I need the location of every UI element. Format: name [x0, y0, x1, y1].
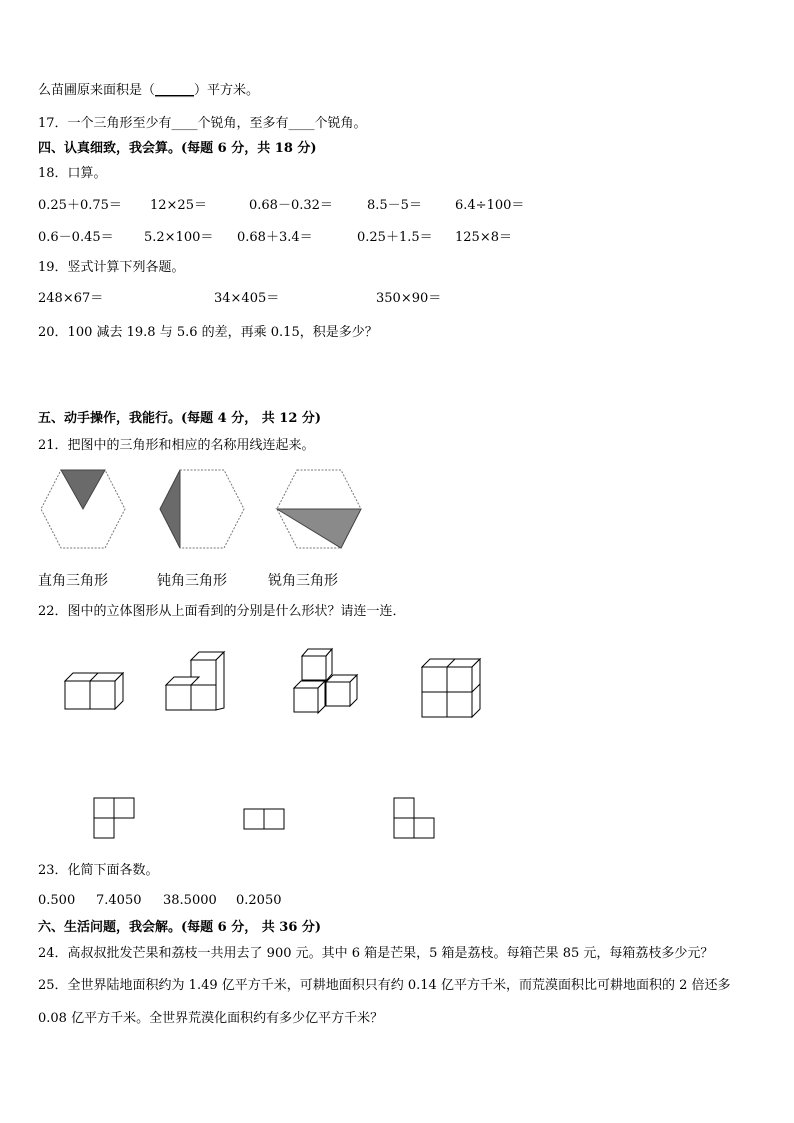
q25-line-2: 0.08 亿平方千米。全世界荒漠化面积约有多少亿平方千米？	[38, 1011, 384, 1026]
q23-item: 0.2050	[236, 893, 282, 908]
top-view-2	[242, 807, 288, 831]
q18-item: 0.6－0.45＝	[38, 230, 114, 245]
top-view-3	[392, 796, 438, 840]
q18-item: 0.68＋3.4＝	[237, 230, 313, 245]
q19-item: 248×67＝	[38, 291, 104, 306]
q23-item: 38.5000	[163, 893, 217, 908]
hexagon-obtuse-triangle-figure	[157, 468, 247, 550]
section-4-heading: 四、认真细致，我会算。(每题 6 分，共 18 分)	[38, 141, 317, 156]
q16-text-after: ）平方米。	[194, 83, 260, 98]
q18-item: 6.4÷100＝	[455, 198, 525, 213]
q21: 21．把图中的三角形和相应的名称用线连起来。	[38, 438, 315, 453]
q16-blank[interactable]: ______	[155, 83, 195, 98]
q19-item: 350×90＝	[376, 291, 442, 306]
q19: 19．竖式计算下列各题。	[38, 260, 185, 275]
q18-item: 125×8＝	[455, 230, 512, 245]
q16-tail	[38, 82, 259, 100]
hexagon-acute-triangle-figure	[274, 468, 364, 550]
q23: 23．化简下面各数。	[38, 863, 159, 878]
section-6-heading: 六、生活问题，我会解。(每题 6 分， 共 36 分)	[38, 920, 322, 935]
q25-line-1: 25．全世界陆地面积约为 1.49 亿平方千米，可耕地面积只有约 0.14 亿平方千米，而荒漠面积比可耕地面积的 2 倍还多	[38, 978, 731, 993]
section-5-heading: 五、动手操作，我能行。(每题 4 分， 共 12 分)	[38, 411, 322, 426]
q21-label: 钝角三角形	[157, 573, 227, 589]
q16-text-before: 么苗圃原来面积是（	[38, 83, 156, 98]
q18-item: 5.2×100＝	[144, 230, 214, 245]
solid-figure-4	[419, 657, 485, 721]
top-view-1	[92, 796, 138, 840]
q22: 22．图中的立体图形从上面看到的分别是什么形状？请连一连．	[38, 604, 406, 619]
q19-item: 34×405＝	[214, 291, 280, 306]
solid-figure-1	[62, 664, 128, 712]
q18-item: 8.5－5＝	[367, 198, 422, 213]
q21-label: 直角三角形	[38, 573, 108, 589]
q17: 17．一个三角形至少有____个锐角，至多有____个锐角。	[38, 116, 367, 131]
hexagon-right-triangle-figure	[38, 468, 128, 550]
q20: 20．100 减去 19.8 与 5.6 的差，再乘 0.15，积是多少？	[38, 325, 378, 340]
q23-item: 0.500	[38, 893, 76, 908]
q18-item: 12×25＝	[150, 198, 207, 213]
q24: 24．高叔叔批发芒果和荔枝一共用去了 900 元。其中 6 箱是芒果，5 箱是荔枝。每箱芒果 85 元，每箱荔枝多少元？	[38, 946, 714, 961]
q18-item: 0.25＋1.5＝	[357, 230, 433, 245]
q18: 18．口算。	[38, 166, 107, 181]
solid-figure-2	[163, 650, 229, 714]
q18-item: 0.25＋0.75＝	[38, 198, 122, 213]
q18-item: 0.68－0.32＝	[249, 198, 333, 213]
solid-figure-3	[290, 644, 362, 716]
q23-item: 7.4050	[96, 893, 142, 908]
q21-label: 锐角三角形	[268, 573, 338, 589]
